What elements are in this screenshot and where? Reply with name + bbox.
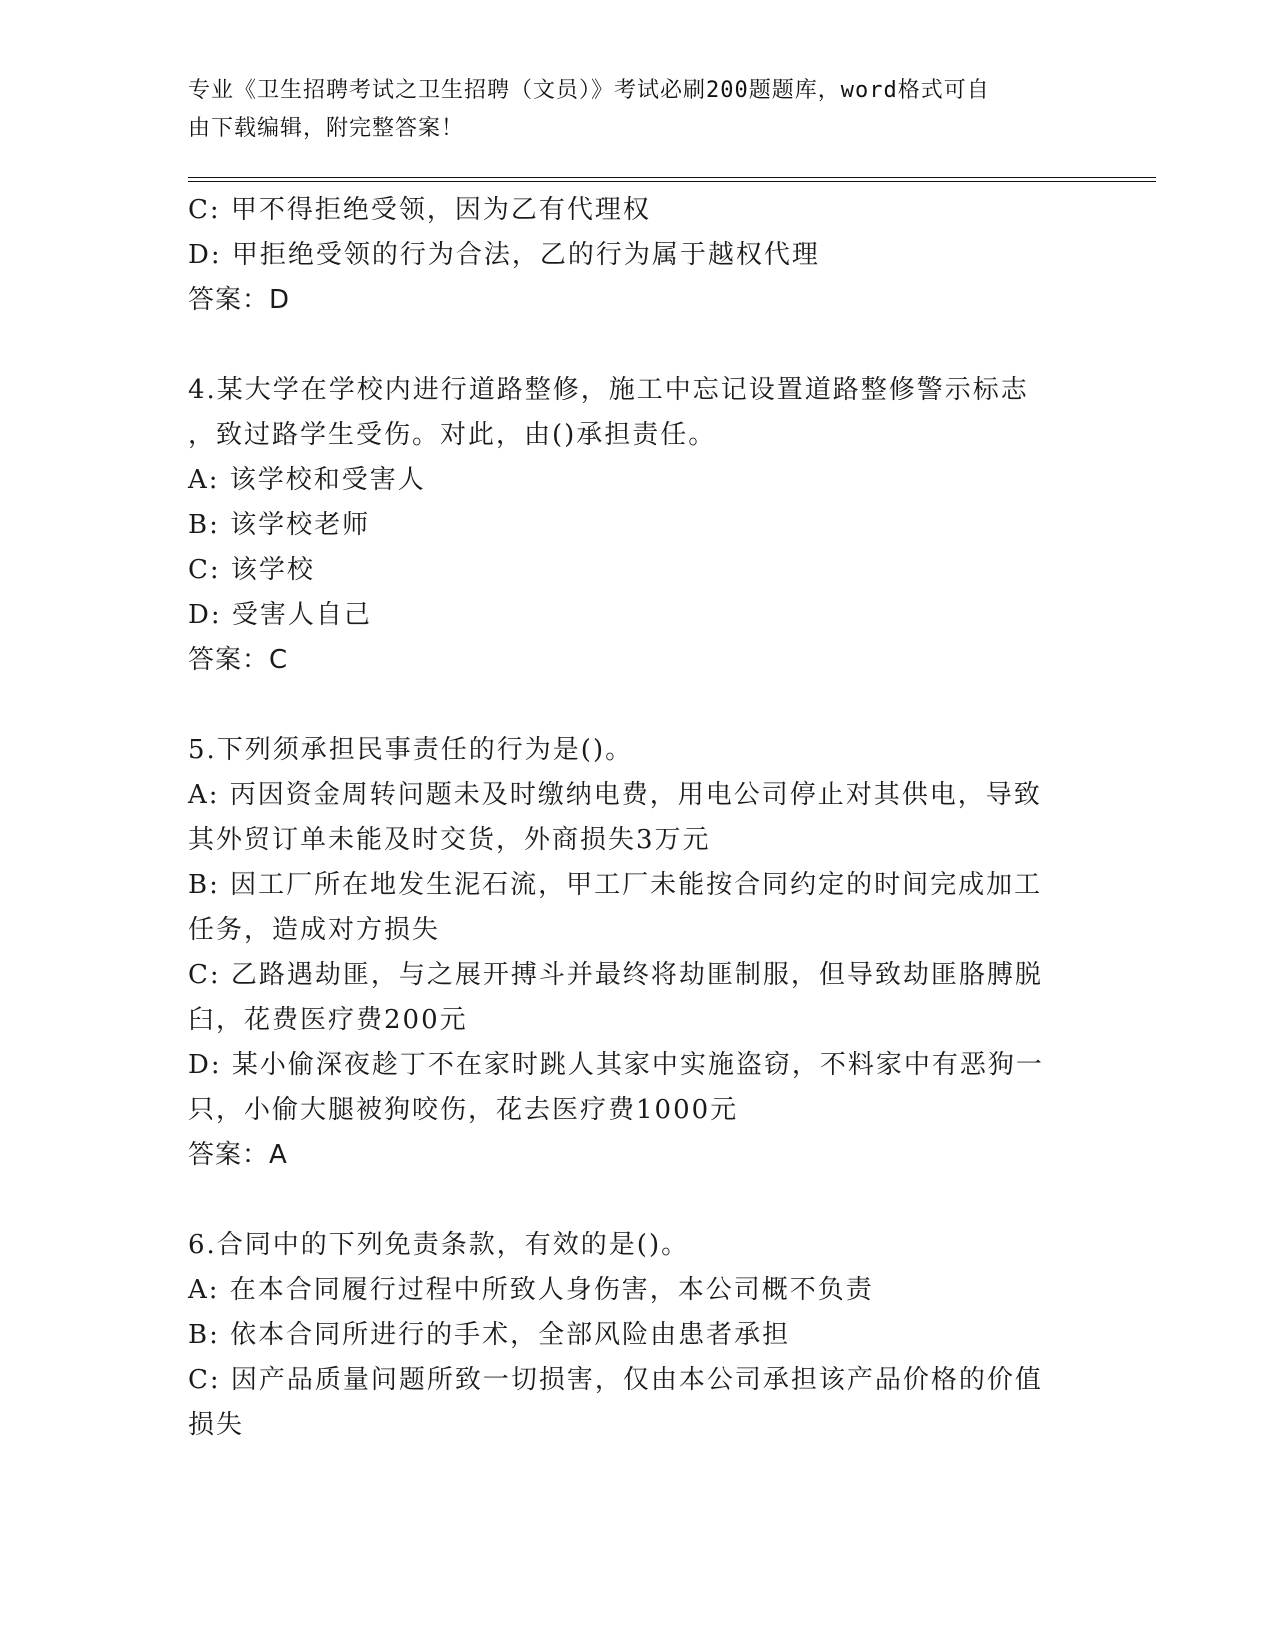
q3-answer: 答案：D — [188, 285, 291, 315]
q4-option-b: B: 该学校老师 — [188, 510, 371, 540]
q4-option-a: A: 该学校和受害人 — [188, 465, 426, 495]
q4-option-c: C: 该学校 — [188, 555, 315, 585]
q5-stem: 5.下列须承担民事责任的行为是()。 — [188, 735, 634, 765]
q5-option-a-line-2: 其外贸订单未能及时交货，外商损失3万元 — [188, 825, 711, 855]
header-divider-bottom — [188, 181, 1156, 182]
q5-option-d-line-1: D: 某小偷深夜趁丁不在家时跳人其家中实施盗窃，不料家中有恶狗一 — [188, 1050, 1044, 1080]
q5-option-d-line-2: 只，小偷大腿被狗咬伤，花去医疗费1000元 — [188, 1095, 739, 1125]
q5-option-c-line-2: 臼，花费医疗费200元 — [188, 1005, 468, 1035]
q4-answer: 答案：C — [188, 645, 289, 675]
q6-option-a: A: 在本合同履行过程中所致人身伤害，本公司概不负责 — [188, 1275, 874, 1305]
header-divider-top — [188, 177, 1156, 178]
q5-option-b-line-1: B: 因工厂所在地发生泥石流，甲工厂未能按合同约定的时间完成加工 — [188, 870, 1043, 900]
q6-option-b: B: 依本合同所进行的手术，全部风险由患者承担 — [188, 1320, 791, 1350]
q3-option-d: D: 甲拒绝受领的行为合法，乙的行为属于越权代理 — [188, 240, 820, 270]
header-line-1: 专业《卫生招聘考试之卫生招聘（文员）》考试必刷200题题库，word格式可自 — [188, 78, 990, 103]
q6-option-c-line-1: C: 因产品质量问题所致一切损害，仅由本公司承担该产品价格的价值 — [188, 1365, 1043, 1395]
q6-option-c-line-2: 损失 — [188, 1410, 245, 1440]
q5-option-a-line-1: A: 丙因资金周转问题未及时缴纳电费，用电公司停止对其供电，导致 — [188, 780, 1042, 810]
q5-answer: 答案：A — [188, 1140, 288, 1170]
q6-stem: 6.合同中的下列免责条款，有效的是()。 — [188, 1230, 690, 1260]
q4-stem-line-2: ，致过路学生受伤。对此，由()承担责任。 — [188, 420, 717, 450]
q5-option-b-line-2: 任务，造成对方损失 — [188, 915, 441, 945]
q4-option-d: D: 受害人自己 — [188, 600, 372, 630]
header-line-2: 由下载编辑，附完整答案！ — [188, 116, 465, 141]
document-header — [188, 72, 1068, 148]
q4-stem-line-1: 4.某大学在学校内进行道路整修，施工中忘记设置道路整修警示标志 — [188, 375, 1029, 405]
q5-option-c-line-1: C: 乙路遇劫匪，与之展开搏斗并最终将劫匪制服，但导致劫匪胳膊脱 — [188, 960, 1043, 990]
question-content — [188, 188, 1088, 1448]
q3-option-c: C: 甲不得拒绝受领，因为乙有代理权 — [188, 195, 651, 225]
